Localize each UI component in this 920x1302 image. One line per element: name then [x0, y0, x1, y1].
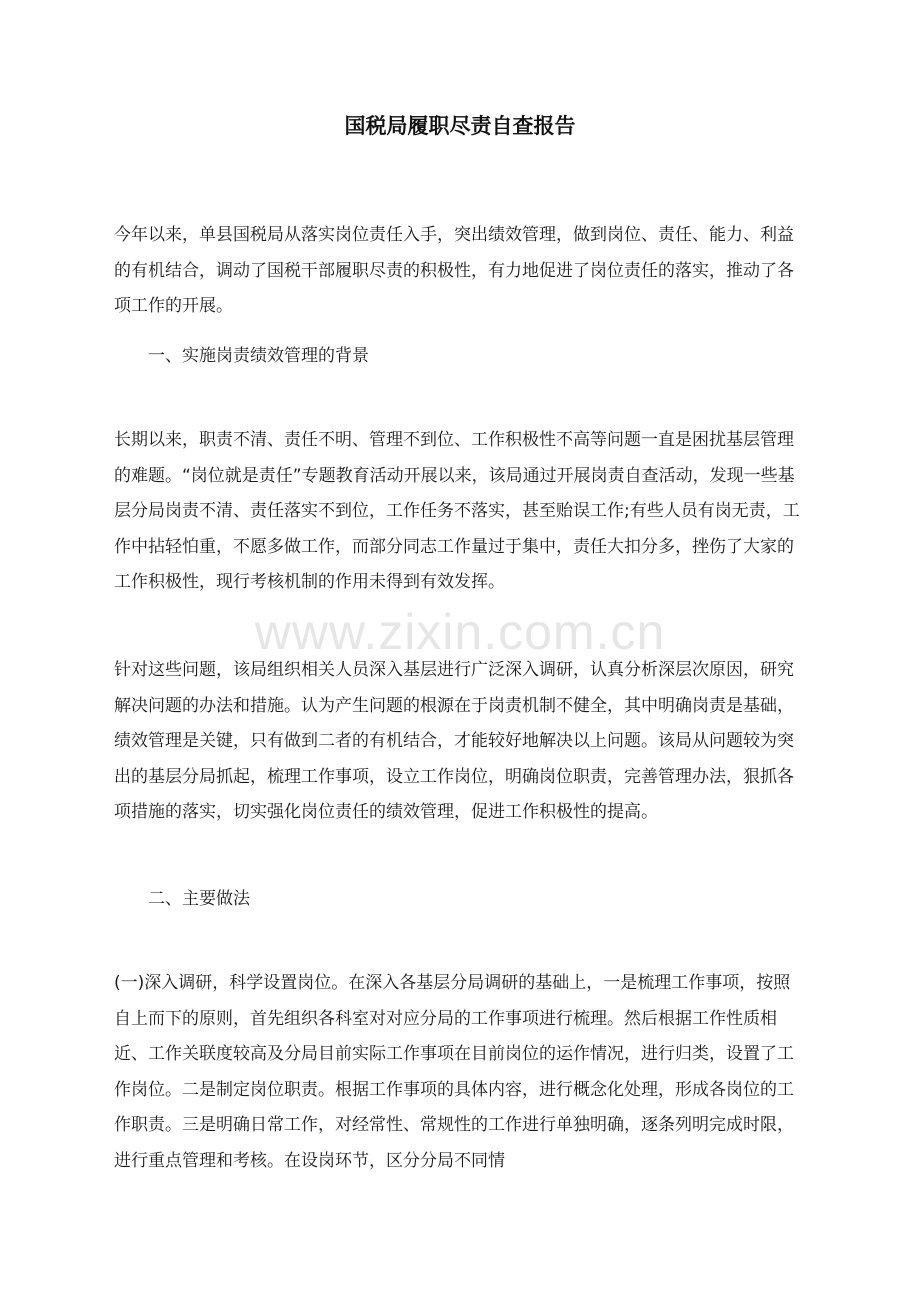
section-heading-practices: 二、主要做法: [148, 889, 250, 909]
document-title: 国税局履职尽责自查报告: [344, 114, 576, 138]
paragraph-analysis: 针对这些问题，该局组织相关人员深入基层进行广泛深入调研，认真分析深层次原因，研究解决问题的办法和措施。认为产生问题的根源在于岗责机制不健全，其中明确岗责是基础，绩效管理是关键，只有做到二者的有机结合，才能较好地解决以上问题。该局从问题较为突出的基层分局抓起，梳理工作事项，设立工作岗位，明确岗位职责，完善管理办法，狠抓各项措施的落实，切实强化岗位责任的绩效管理，促进工作积极性的提高。: [114, 660, 794, 822]
paragraph-intro: 今年以来，单县国税局从落实岗位责任入手，突出绩效管理，做到岗位、责任、能力、利益的有机结合，调动了国税干部履职尽责的积极性，有力地促进了岗位责任的落实，推动了各项工作的开展。: [114, 225, 794, 316]
paragraph-background: 长期以来，职责不清、责任不明、管理不到位、工作积极性不高等问题一直是困扰基层管理的难题。“岗位就是责任”专题教育活动开展以来，该局通过开展岗责自查活动，发现一些基层分局岗责不清、责任落实不到位，工作任务不落实，甚至贻误工作;有些人员有岗无责，工作中拈轻怕重，不愿多做工作，而部分同志工作量过于集中，责任大扣分多，挫伤了大家的工作积极性，现行考核机制的作用未得到有效发挥。: [114, 430, 800, 592]
watermark-text: www.zixin.com.cn: [254, 604, 666, 660]
paragraph-practice-one: (一)深入调研，科学设置岗位。在深入各基层分局调研的基础上，一是梳理工作事项，按照自上而下的原则，首先组织各科室对对应分局的工作事项进行梳理。然后根据工作性质相近、工作关联度较高及分局目前实际工作事项在目前岗位的运作情况，进行归类，设置了工作岗位。二是制定岗位职责。根据工作事项的具体内容，进行概念化处理，形成各岗位的工作职责。三是明确日常工作，对经常性、常规性的工作进行单独明确，逐条列明完成时限，进行重点管理和考核。在设岗环节，区分分局不同情: [114, 973, 794, 1171]
section-heading-background: 一、实施岗责绩效管理的背景: [148, 346, 369, 366]
